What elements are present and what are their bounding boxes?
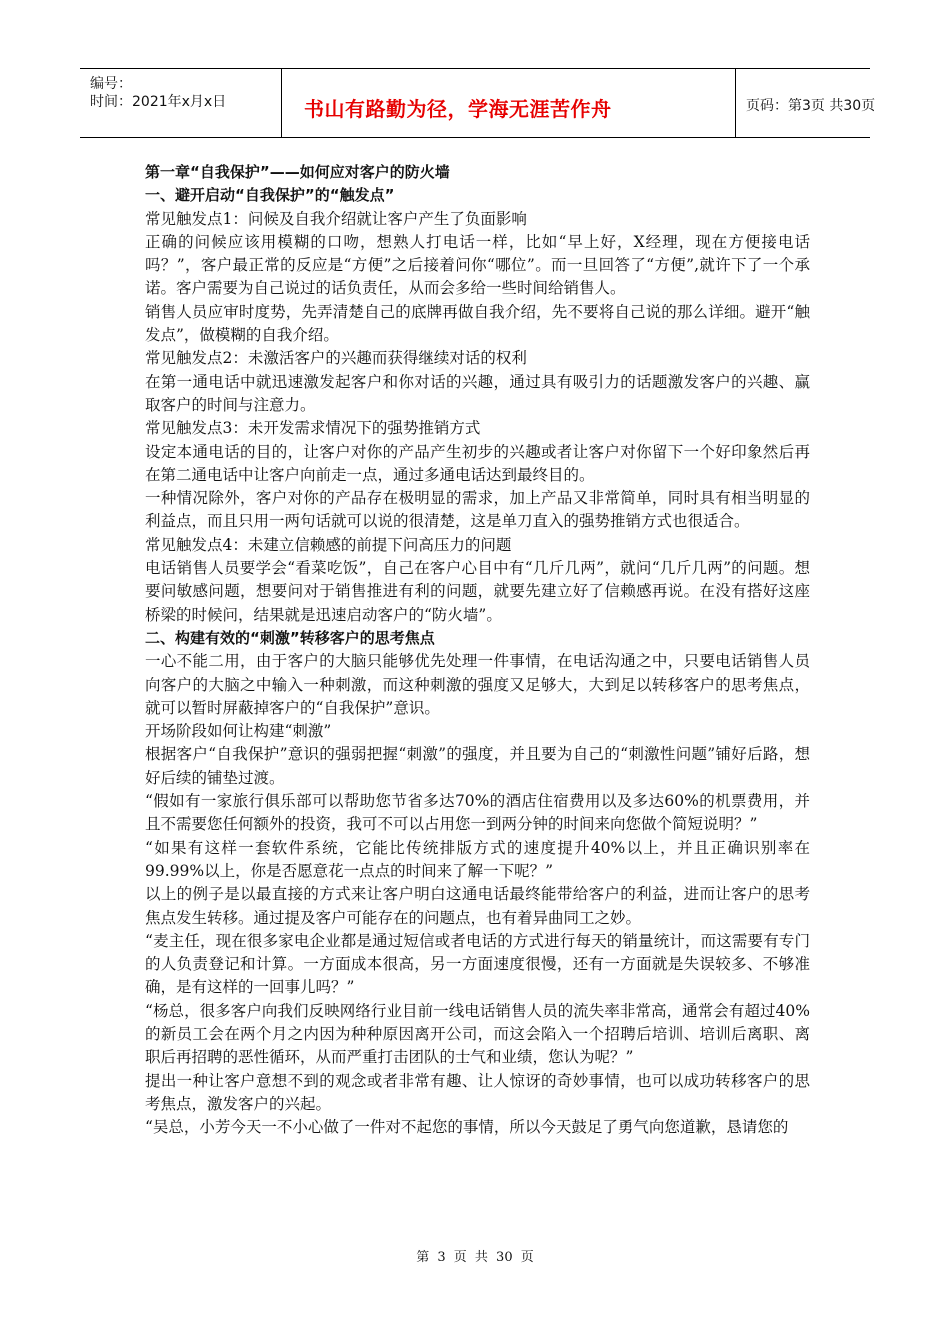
body-paragraph: “如果有这样一套软件系统，它能比传统排版方式的速度提升40%以上，并且正确识别率在99.99%以上，你是否愿意花一点点的时间来了解一下呢？” (145, 838, 810, 880)
header-motto: 书山有路勤为径，学海无涯苦作舟 (304, 97, 612, 121)
body-paragraph: “吴总，小芳今天一不小心做了一件对不起您的事情，所以今天鼓足了勇气向您道歉，恳请您的 (145, 1118, 789, 1137)
body-paragraph: 在第一通电话中就迅速激发起客户和你对话的兴趣，通过具有吸引力的话题激发客户的兴趣、赢取客户的时间与注意力。 (145, 372, 810, 414)
header-page-cell (736, 69, 876, 137)
body-paragraph: “麦主任，现在很多家电企业都是通过短信或者电话的方式进行每天的销量统计，而这需要有专门的人负责登记和计算。一方面成本很高，另一方面速度很慢，还有一方面就是失误较多、不够准确，是有这样的一回事儿吗？” (145, 931, 810, 997)
section-heading: 第一章“自我保护”——如何应对客户的防火墙 (145, 163, 450, 181)
body-paragraph: 电话销售人员要学会“看菜吃饭”，自己在客户心目中有“几斤几两”，就问“几斤几两”的问题。想要问敏感问题，想要问对于销售推进有利的问题，就要先建立好了信赖感再说。在没有搭好这座桥梁的时候问，结果就是迅速启动客户的“防火墙”。 (145, 559, 810, 624)
body-paragraph: 一种情况除外，客户对你的产品存在极明显的需求，加上产品又非常简单，同时具有相当明显的利益点，而且只用一两句话就可以说的很清楚，这是单刀直入的强势推销方式也很适合。 (145, 489, 810, 531)
body-paragraph: 正确的问候应该用模糊的口吻，想熟人打电话一样，比如“早上好，X经理，现在方便接电话吗？”，客户最正常的反应是“方便”之后接着问你“哪位”。而一旦回答了“方便”,就许下了一个承诺。客户需要为自己说过的话负责任，从而会多给一些时间给销售人。 (145, 232, 810, 298)
body-paragraph: 常见触发点2：未激活客户的兴趣而获得继续对话的权利 (145, 349, 527, 368)
page-footer: 第 3 页 共 30 页 (416, 1250, 534, 1265)
body-paragraph: 常见触发点3：未开发需求情况下的强势推销方式 (145, 419, 481, 438)
document-body (145, 161, 810, 1139)
body-paragraph: 设定本通电话的目的，让客户对你的产品产生初步的兴趣或者让客户对你留下一个好印象然后再在第二通电话中让客户向前走一点，通过多通电话达到最终目的。 (145, 442, 810, 484)
body-paragraph: 提出一种让客户意想不到的观念或者非常有趣、让人惊讶的奇妙事情，也可以成功转移客户的思考焦点，激发客户的兴起。 (145, 1071, 810, 1113)
body-paragraph: 销售人员应审时度势，先弄清楚自己的底牌再做自我介绍，先不要将自己说的那么详细。避开“触发点”，做模糊的自我介绍。 (145, 302, 810, 345)
body-paragraph: 常见触发点4：未建立信赖感的前提下问高压力的问题 (145, 535, 512, 554)
section-heading: 二、构建有效的“刺激”转移客户的思考焦点 (145, 628, 435, 647)
body-paragraph: 开场阶段如何让构建“刺激” (145, 722, 332, 741)
page-header (80, 68, 876, 138)
document-number-label: 编号： (90, 76, 132, 92)
body-paragraph: 根据客户“自我保护”意识的强弱把握“刺激”的强度，并且要为自己的“刺激性问题”铺好后路，想好后续的铺垫过渡。 (145, 745, 810, 787)
header-motto-cell (282, 69, 736, 137)
body-paragraph: 常见触发点1：问候及自我介绍就让客户产生了负面影响 (145, 209, 527, 228)
header-left-cell (80, 69, 282, 137)
document-date-label: 时间：2021年x月x日 (90, 94, 227, 110)
body-paragraph: 以上的例子是以最直接的方式来让客户明白这通电话最终能带给客户的利益，进而让客户的思考焦点发生转移。通过提及客户可能存在的问题点，也有着异曲同工之妙。 (145, 885, 810, 927)
body-paragraph: “杨总，很多客户向我们反映网络行业目前一线电话销售人员的流失率非常高，通常会有超过40%的新员工会在两个月之内因为种种原因离开公司，而这会陷入一个招聘后培训、培训后离职、离职后再招聘的恶性循环，从而严重打击团队的士气和业绩，您认为呢？” (145, 1001, 810, 1067)
section-heading: 一、避开启动“自我保护”的“触发点” (145, 186, 395, 205)
header-page-code: 页码：第3页 共30页 (746, 98, 876, 114)
body-paragraph: 一心不能二用，由于客户的大脑只能够优先处理一件事情，在电话沟通之中，只要电话销售人员向客户的大脑之中输入一种刺激，而这种刺激的强度又足够大，大到足以转移客户的思考焦点，就可以暂时屏蔽掉客户的“自我保护”意识。 (145, 652, 810, 717)
body-paragraph: “假如有一家旅行俱乐部可以帮助您节省多达70%的酒店住宿费用以及多达60%的机票费用，并且不需要您任何额外的投资，我可不可以占用您一到两分钟的时间来向您做个简短说明？” (145, 792, 810, 834)
